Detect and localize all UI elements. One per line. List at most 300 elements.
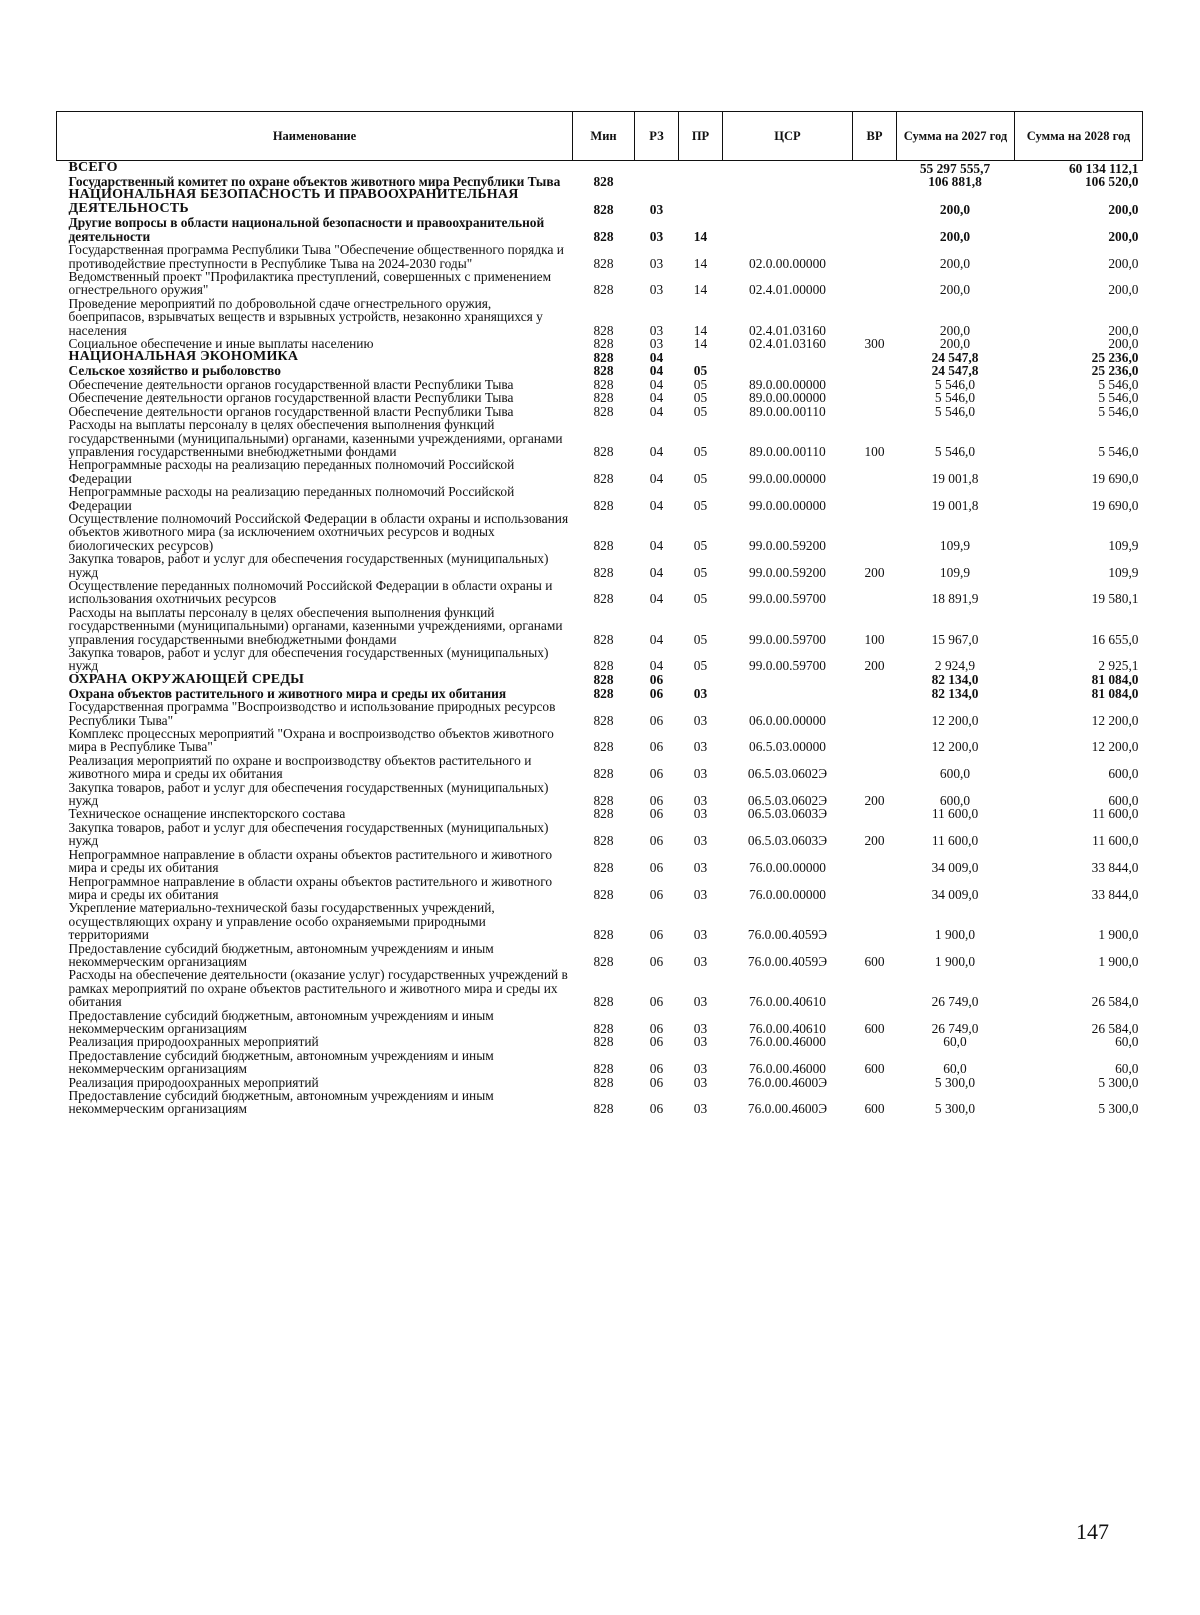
row-name: Укрепление материально-технической базы государственных учреждений, осуществляющих охрану и управление особо охраняемыми природными территориями: [68, 900, 495, 943]
row-name: Комплекс процессных мероприятий "Охрана и воспроизводство объектов животного мира в Республике Тыва": [68, 726, 554, 755]
row-csr: 06.5.03.0603Э: [747, 806, 828, 822]
row-rz: 04: [649, 591, 664, 607]
row-sum-2028: 200,0: [1108, 336, 1139, 352]
row-vr: [853, 378, 897, 391]
row-rz: 06: [649, 833, 664, 849]
row-pr: 05: [693, 564, 708, 580]
row-vr: [853, 364, 897, 377]
row-vr: [853, 485, 897, 512]
row-sum-2027: 200,0: [939, 228, 971, 244]
row-csr: [723, 350, 853, 364]
row-sum-2028: 19 580,1: [1091, 591, 1139, 607]
row-csr: 99.0.00.00000: [749, 497, 826, 513]
row-sum-2027: 200,0: [939, 322, 971, 338]
row-sum-2028: 12 200,0: [1091, 739, 1139, 755]
table-row: [57, 968, 1143, 1008]
table-body: [57, 161, 1143, 1116]
row-name: Реализация природоохранных мероприятий: [68, 1074, 319, 1090]
row-sum-2028: 60 134 112,1: [1068, 160, 1139, 176]
table-row: [57, 754, 1143, 781]
row-sum-2028: 5 300,0: [1098, 1101, 1139, 1117]
row-rz: 04: [649, 390, 664, 406]
header-min: Мин: [573, 112, 635, 161]
table-row: [57, 512, 1143, 552]
row-sum-2027: 15 967,0: [931, 631, 979, 647]
row-sum-2027: 5 546,0: [934, 390, 976, 406]
row-vr: [853, 350, 897, 364]
header-rz: РЗ: [635, 112, 679, 161]
table-row: [57, 458, 1143, 485]
row-vr: 600: [864, 1061, 885, 1077]
row-name: Закупка товаров, работ и услуг для обеспечения государственных (муниципальных) нужд: [68, 551, 549, 580]
row-csr: [723, 161, 853, 176]
row-min: 828: [593, 228, 614, 244]
row-name: Государственный комитет по охране объектов животного мира Республики Тыва: [68, 174, 561, 189]
row-min: 828: [593, 886, 614, 902]
row-sum-2028: 60,0: [1115, 1034, 1139, 1050]
row-rz: 04: [649, 631, 664, 647]
row-rz: 06: [649, 927, 664, 943]
row-csr: 76.0.00.4600Э: [747, 1074, 828, 1090]
table-row: [57, 700, 1143, 727]
row-sum-2027: 109,9: [939, 537, 971, 553]
table-row: [57, 1049, 1143, 1076]
row-csr: 02.4.01.03160: [749, 336, 826, 352]
row-csr: 06.5.03.0603Э: [747, 833, 828, 849]
row-min: 828: [593, 833, 614, 849]
row-sum-2027: 60,0: [943, 1034, 967, 1050]
row-pr: 03: [693, 793, 708, 809]
row-sum-2028: 26 584,0: [1091, 994, 1139, 1010]
row-csr: 89.0.00.00000: [749, 390, 826, 406]
row-rz: 04: [649, 443, 664, 459]
row-pr: 05: [693, 631, 708, 647]
row-sum-2027: 26 749,0: [931, 1020, 979, 1036]
row-sum-2027: 200,0: [939, 336, 971, 352]
row-vr: [853, 188, 897, 216]
table-row: [57, 270, 1143, 297]
row-pr: 05: [693, 403, 708, 419]
row-name: Охрана объектов растительного и животного мира и среды их обитания: [68, 685, 507, 701]
row-min: 828: [593, 403, 614, 419]
table-row: [57, 364, 1143, 377]
row-rz: 06: [649, 1061, 664, 1077]
row-vr: [853, 1076, 897, 1089]
row-sum-2028: 200,0: [1108, 282, 1139, 298]
row-csr: 76.0.00.4600Э: [747, 1101, 828, 1117]
row-rz: 06: [649, 886, 664, 902]
row-name: Ведомственный проект "Профилактика преступлений, совершенных с применением огнестрельного оружия": [68, 269, 552, 298]
row-vr: [853, 216, 897, 243]
table-row: [57, 175, 1143, 188]
row-csr: 99.0.00.59700: [749, 658, 826, 674]
row-csr: 89.0.00.00110: [749, 403, 826, 419]
row-rz: 03: [649, 322, 664, 338]
row-vr: 600: [864, 1020, 885, 1036]
row-sum-2027: 24 547,8: [931, 350, 979, 366]
row-pr: 03: [693, 685, 708, 701]
row-vr: [853, 297, 897, 337]
row-vr: [853, 243, 897, 270]
row-rz: 06: [649, 1034, 664, 1050]
table-row: [57, 161, 1143, 176]
row-rz: 06: [649, 1074, 664, 1090]
row-vr: [853, 848, 897, 875]
row-pr: 03: [693, 1061, 708, 1077]
row-sum-2028: 81 084,0: [1091, 685, 1139, 701]
row-vr: [853, 807, 897, 820]
row-sum-2027: 55 297 555,7: [919, 160, 991, 176]
table-row: [57, 552, 1143, 579]
row-csr: 76.0.00.00000: [749, 860, 826, 876]
row-name: Закупка товаров, работ и услуг для обеспечения государственных (муниципальных) нужд: [68, 779, 549, 809]
row-pr: [679, 350, 723, 364]
row-vr: 200: [864, 658, 885, 674]
row-rz: 06: [649, 712, 664, 728]
row-name: Техническое оснащение инспекторского состава: [68, 806, 346, 822]
row-min: 828: [593, 994, 614, 1010]
row-sum-2027: 82 134,0: [931, 672, 979, 688]
row-rz: 06: [649, 1020, 664, 1036]
table-row: [57, 1089, 1143, 1116]
table-row: [57, 901, 1143, 941]
row-name: Расходы на выплаты персоналу в целях обеспечения выполнения функций государственными (муниципальными) органами, казенными учреждениями, органами управления государственными внебюджетными фондами: [68, 417, 563, 459]
row-sum-2027: 106 881,8: [928, 174, 982, 189]
row-csr: 06.5.03.0602Э: [747, 793, 828, 809]
row-min: [573, 161, 635, 176]
row-rz: 06: [649, 860, 664, 876]
row-vr: [853, 754, 897, 781]
header-sum-2027: Сумма на 2027 год: [897, 112, 1015, 161]
row-csr: 89.0.00.00110: [749, 443, 826, 459]
row-min: 828: [593, 1034, 614, 1050]
row-rz: 04: [649, 350, 664, 366]
row-sum-2028: 25 236,0: [1091, 363, 1139, 379]
table-row: [57, 391, 1143, 404]
table-row: [57, 243, 1143, 270]
table-row: [57, 418, 1143, 458]
row-min: 828: [593, 860, 614, 876]
row-rz: 06: [649, 739, 664, 755]
row-csr: 02.4.01.03160: [749, 322, 826, 338]
row-pr: 05: [693, 658, 708, 674]
row-name: ОХРАНА ОКРУЖАЮЩЕЙ СРЕДЫ: [68, 671, 305, 687]
row-rz: 06: [649, 793, 664, 809]
row-pr: 03: [693, 927, 708, 943]
table-row: [57, 579, 1143, 606]
row-sum-2028: 12 200,0: [1091, 712, 1139, 728]
row-csr: 76.0.00.4059Э: [747, 953, 828, 969]
header-name: Наименование: [57, 112, 573, 161]
table-row: [57, 216, 1143, 243]
row-min: 828: [593, 685, 614, 701]
row-name: Осуществление переданных полномочий Российской Федерации в области охраны и использования охотничьих ресурсов: [68, 577, 553, 607]
row-vr: [853, 727, 897, 754]
page-number: 147: [1076, 1519, 1109, 1544]
row-sum-2028: 60,0: [1115, 1061, 1139, 1077]
row-vr: [853, 175, 897, 188]
row-vr: 100: [864, 631, 885, 647]
row-sum-2028: 1 900,0: [1098, 953, 1139, 969]
row-name: НАЦИОНАЛЬНАЯ БЕЗОПАСНОСТЬ И ПРАВООХРАНИТЕЛЬНАЯ ДЕЯТЕЛЬНОСТЬ: [68, 187, 519, 217]
table-row: [57, 297, 1143, 337]
row-vr: [853, 875, 897, 902]
row-rz: [635, 175, 679, 188]
row-sum-2027: 200,0: [939, 255, 971, 271]
table-row: [57, 1009, 1143, 1036]
row-pr: 03: [693, 886, 708, 902]
row-sum-2027: 34 009,0: [931, 886, 979, 902]
row-sum-2028: 200,0: [1108, 322, 1139, 338]
row-min: 828: [593, 443, 614, 459]
row-sum-2028: 19 690,0: [1091, 497, 1139, 513]
table-row: [57, 875, 1143, 902]
row-sum-2027: 18 891,9: [931, 591, 979, 607]
row-sum-2027: 600,0: [939, 793, 971, 809]
row-min: 828: [593, 174, 614, 189]
row-rz: 04: [649, 658, 664, 674]
row-vr: [853, 405, 897, 418]
row-sum-2028: 5 546,0: [1098, 390, 1139, 406]
row-sum-2027: 12 200,0: [931, 739, 979, 755]
row-csr: 06.5.03.00000: [749, 739, 826, 755]
row-min: 828: [593, 658, 614, 674]
row-pr: 03: [693, 1020, 708, 1036]
row-rz: 06: [649, 766, 664, 782]
row-pr: 03: [693, 1034, 708, 1050]
row-min: 828: [593, 712, 614, 728]
row-name: Осуществление полномочий Российской Федерации в области охраны и использования объектов животного мира (за исключением охотничьих ресурсов и водных биологических ресурсов): [68, 510, 569, 553]
row-name: Непрограммное направление в области охраны объектов растительного и животного мира и среды их обитания: [68, 846, 553, 876]
row-sum-2028: 11 600,0: [1092, 806, 1139, 822]
row-csr: [723, 687, 853, 700]
row-sum-2027: 5 546,0: [934, 403, 976, 419]
row-csr: [723, 364, 853, 377]
row-min: 828: [593, 1101, 614, 1117]
row-rz: 04: [649, 376, 664, 392]
row-csr: 99.0.00.00000: [749, 470, 826, 486]
row-rz: 03: [649, 336, 664, 352]
row-min: 828: [593, 1020, 614, 1036]
row-name: Сельское хозяйство и рыболовство: [68, 363, 281, 379]
row-sum-2028: 16 655,0: [1091, 631, 1139, 647]
row-sum-2027: 12 200,0: [931, 712, 979, 728]
row-csr: [723, 216, 853, 243]
row-vr: 200: [864, 833, 885, 849]
row-sum-2027: 2 924,9: [934, 658, 976, 674]
row-sum-2027: 11 600,0: [931, 806, 979, 822]
table-row: [57, 687, 1143, 700]
row-min: 828: [593, 1074, 614, 1090]
row-vr: [853, 968, 897, 1008]
row-pr: 14: [693, 255, 708, 271]
row-csr: 99.0.00.59700: [749, 631, 826, 647]
row-csr: 06.0.00.00000: [749, 712, 826, 728]
table-row: [57, 942, 1143, 969]
header-sum-2028: Сумма на 2028 год: [1015, 112, 1143, 161]
row-sum-2027: 200,0: [939, 282, 971, 298]
row-pr: 03: [693, 1074, 708, 1090]
row-name: ВСЕГО: [68, 160, 118, 175]
row-csr: [723, 673, 853, 687]
row-sum-2027: 600,0: [939, 766, 971, 782]
row-vr: [853, 270, 897, 297]
row-sum-2028: 25 236,0: [1091, 350, 1139, 366]
row-sum-2028: 33 844,0: [1091, 886, 1139, 902]
row-min: 828: [593, 1061, 614, 1077]
row-vr: 300: [864, 336, 885, 352]
row-name: Предоставление субсидий бюджетным, автономным учреждениям и иным некоммерческим организациям: [68, 1047, 494, 1077]
table-row: [57, 378, 1143, 391]
row-sum-2027: 5 300,0: [934, 1101, 976, 1117]
row-vr: [853, 161, 897, 176]
row-pr: 03: [693, 860, 708, 876]
row-vr: 100: [864, 443, 885, 459]
row-min: 828: [593, 739, 614, 755]
header-csr: ЦСР: [723, 112, 853, 161]
row-sum-2027: 26 749,0: [931, 994, 979, 1010]
row-pr: 03: [693, 712, 708, 728]
table-row: [57, 1076, 1143, 1089]
row-vr: [853, 673, 897, 687]
row-min: 828: [593, 350, 614, 366]
table-header: [57, 112, 1143, 161]
row-sum-2028: 5 300,0: [1098, 1074, 1139, 1090]
row-name: Расходы на обеспечение деятельности (оказание услуг) государственных учреждений в рамках мероприятий по охране объектов растительного и животного мира и среды их обитания: [68, 967, 568, 1010]
row-name: Обеспечение деятельности органов государственной власти Республики Тыва: [68, 403, 514, 419]
row-csr: 76.0.00.46000: [749, 1061, 826, 1077]
row-name: Непрограммные расходы на реализацию переданных полномочий Российской Федерации: [68, 484, 515, 513]
row-vr: [853, 512, 897, 552]
row-name: Предоставление субсидий бюджетным, автономным учреждениям и иным некоммерческим организациям: [68, 1088, 494, 1117]
row-pr: 03: [693, 806, 708, 822]
row-name: Другие вопросы в области национальной безопасности и правоохранительной деятельности: [68, 215, 545, 244]
row-sum-2028: 600,0: [1108, 766, 1139, 782]
table-row: [57, 848, 1143, 875]
row-pr: 05: [693, 470, 708, 486]
row-pr: 03: [693, 833, 708, 849]
row-min: 828: [593, 631, 614, 647]
row-pr: 03: [693, 739, 708, 755]
row-sum-2028: 2 925,1: [1098, 658, 1139, 674]
row-csr: 76.0.00.46000: [749, 1034, 826, 1050]
table-row: [57, 606, 1143, 646]
row-csr: [723, 188, 853, 216]
row-sum-2028: 109,9: [1108, 564, 1139, 580]
header-pr: ПР: [679, 112, 723, 161]
row-name: НАЦИОНАЛЬНАЯ ЭКОНОМИКА: [68, 349, 299, 365]
row-vr: [853, 1035, 897, 1048]
row-sum-2027: 19 001,8: [931, 470, 979, 486]
row-sum-2028: 200,0: [1108, 255, 1139, 271]
row-rz: 06: [649, 1101, 664, 1117]
row-sum-2028: 26 584,0: [1091, 1020, 1139, 1036]
table-row: [57, 350, 1143, 364]
row-vr: [853, 458, 897, 485]
row-name: Проведение мероприятий по добровольной сдаче огнестрельного оружия, боеприпасов, взрывчатых веществ и взрывных устройств, незаконно хранящихся у населения: [68, 295, 543, 338]
row-min: 828: [593, 927, 614, 943]
table-row: [57, 727, 1143, 754]
row-min: 828: [593, 806, 614, 822]
row-pr: 14: [693, 228, 708, 244]
row-rz: 04: [649, 564, 664, 580]
row-name: Расходы на выплаты персоналу в целях обеспечения выполнения функций государственными (муниципальными) органами, казенными учреждениями, органами управления государственными внебюджетными фондами: [68, 604, 563, 647]
row-pr: 05: [693, 443, 708, 459]
row-rz: 03: [649, 255, 664, 271]
row-name: Непрограммное направление в области охраны объектов растительного и животного мира и среды их обитания: [68, 873, 553, 902]
row-rz: 03: [649, 282, 664, 298]
row-sum-2027: 5 546,0: [934, 443, 976, 459]
row-csr: 76.0.00.40610: [749, 1020, 826, 1036]
row-sum-2027: 109,9: [939, 564, 971, 580]
row-name: Обеспечение деятельности органов государственной власти Республики Тыва: [68, 376, 514, 392]
row-rz: 06: [649, 672, 664, 688]
row-sum-2028: 109,9: [1108, 537, 1139, 553]
row-pr: [679, 175, 723, 188]
row-rz: 03: [649, 202, 664, 217]
row-sum-2028: 33 844,0: [1091, 860, 1139, 876]
row-min: 828: [593, 591, 614, 607]
row-pr: 14: [693, 282, 708, 298]
row-pr: 03: [693, 994, 708, 1010]
row-sum-2027: 34 009,0: [931, 860, 979, 876]
row-rz: 06: [649, 806, 664, 822]
row-sum-2027: 1 900,0: [934, 953, 976, 969]
row-min: 828: [593, 336, 614, 352]
row-csr: 99.0.00.59700: [749, 591, 826, 607]
row-name: Государственная программа Республики Тыва "Обеспечение общественного порядка и противодействие преступности в Республике Тыва на 2024-2030 годы": [68, 242, 564, 271]
row-min: 828: [593, 766, 614, 782]
row-name: Реализация мероприятий по охране и воспроизводству объектов растительного и животного мира и среды их обитания: [68, 752, 532, 782]
table-row: [57, 807, 1143, 820]
row-vr: 600: [864, 953, 885, 969]
row-sum-2028: 1 900,0: [1098, 927, 1139, 943]
row-rz: 03: [649, 228, 664, 244]
table-row: [57, 821, 1143, 848]
table-row: [57, 188, 1143, 216]
row-sum-2028: 5 546,0: [1098, 376, 1139, 392]
table-row: [57, 337, 1143, 350]
row-min: 828: [593, 390, 614, 406]
row-sum-2027: 60,0: [943, 1061, 967, 1077]
row-min: 828: [593, 953, 614, 969]
row-csr: 89.0.00.00000: [749, 376, 826, 392]
row-rz: 06: [649, 953, 664, 969]
row-sum-2027: 11 600,0: [931, 833, 979, 849]
row-min: 828: [593, 497, 614, 513]
row-sum-2027: 200,0: [939, 202, 971, 217]
row-name: Обеспечение деятельности органов государственной власти Республики Тыва: [68, 390, 514, 406]
row-vr: [853, 579, 897, 606]
row-csr: [723, 175, 853, 188]
table-row: [57, 485, 1143, 512]
row-sum-2027: 19 001,8: [931, 497, 979, 513]
row-pr: 05: [693, 537, 708, 553]
row-sum-2028: 200,0: [1108, 202, 1139, 217]
row-sum-2027: 5 546,0: [934, 376, 976, 392]
row-vr: [853, 901, 897, 941]
row-name: Реализация природоохранных мероприятий: [68, 1034, 319, 1050]
row-name: Социальное обеспечение и иные выплаты населению: [68, 336, 374, 352]
row-min: 828: [593, 672, 614, 688]
row-pr: [679, 673, 723, 687]
row-sum-2028: 106 520,0: [1084, 174, 1139, 189]
row-csr: 06.5.03.0602Э: [747, 766, 828, 782]
row-pr: 05: [693, 363, 708, 379]
row-vr: [853, 391, 897, 404]
row-min: 828: [593, 282, 614, 298]
row-sum-2028: 5 546,0: [1098, 403, 1139, 419]
